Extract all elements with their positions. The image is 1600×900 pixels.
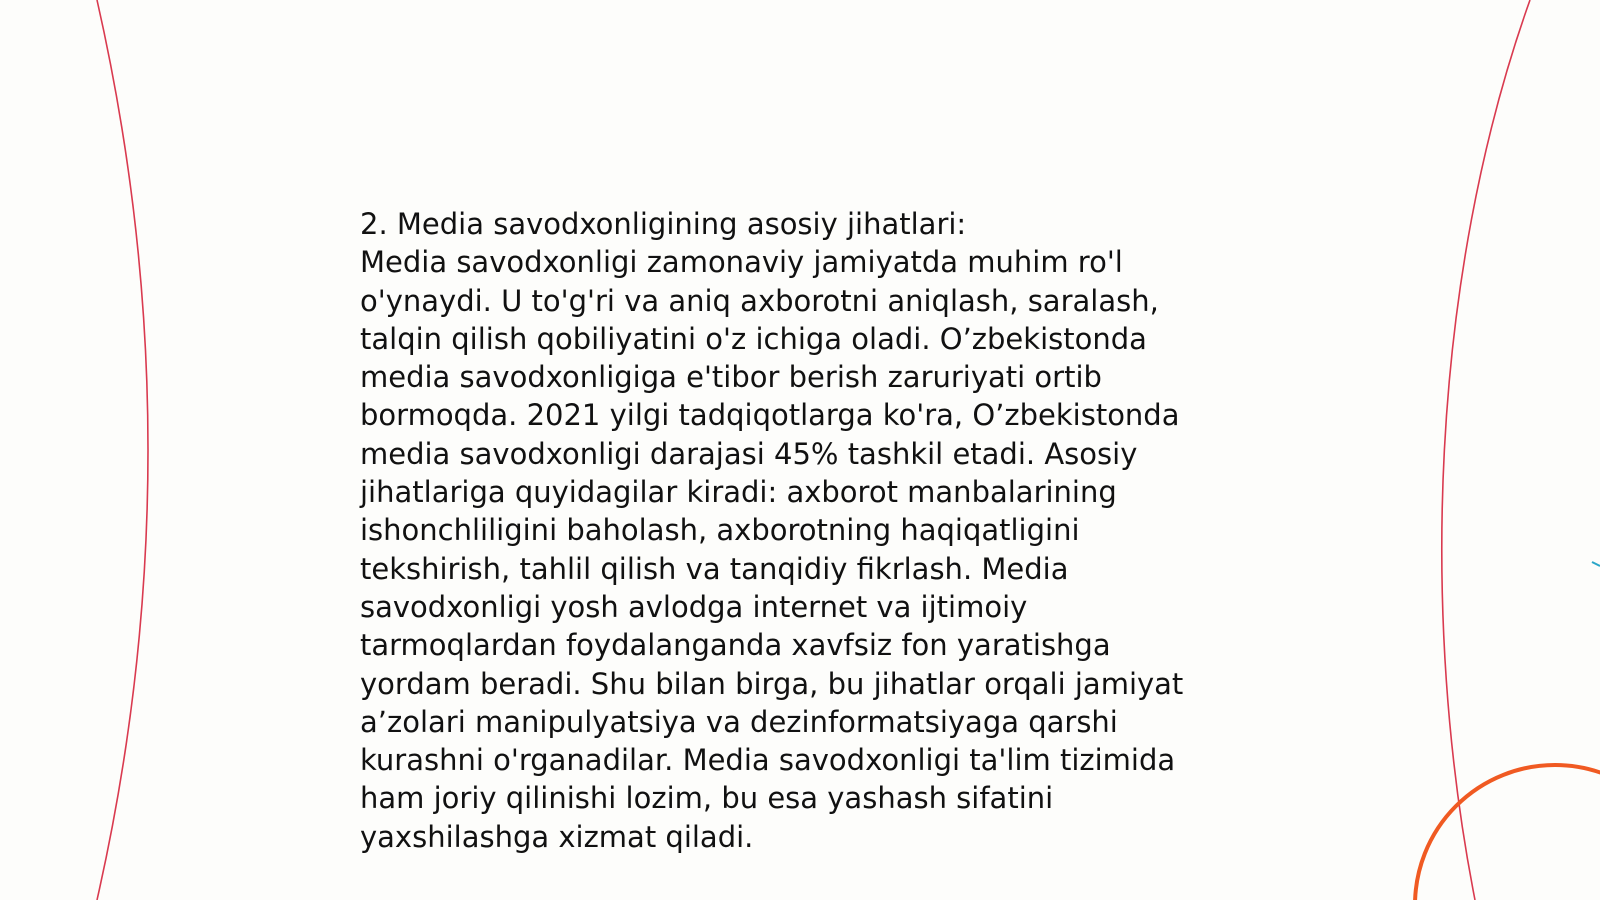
- text-line: media savodxonligiga e'tibor berish zaruriyati ortib: [360, 360, 1102, 395]
- text-line: 2. Media savodxonligining asosiy jihatlari:: [360, 207, 967, 241]
- text-line: o'ynaydi. U to'g'ri va aniq axborotni aniqlash, saralash,: [360, 283, 1159, 318]
- text-line: tekshirish, tahlil qilish va tanqidiy fikrlash. Media: [360, 551, 1069, 586]
- text-line: savodxonligi yosh avlodga internet va ijtimoiy: [360, 589, 1028, 624]
- left-curve-line: [97, 0, 148, 900]
- text-line: yordam beradi. Shu bilan birga, bu jihatlar orqali jamiyat: [360, 666, 1184, 701]
- text-line: yaxshilashga xizmat qiladi.: [360, 819, 754, 854]
- text-line: ham joriy qilinishi lozim, bu esa yashash sifatini: [360, 781, 1054, 816]
- text-line: ishonchliligini baholash, axborotning haqiqatligini: [360, 513, 1080, 548]
- orange-circle-arc: [1415, 765, 1600, 900]
- text-line: Media savodxonligi zamonaviy jamiyatda muhim ro'l: [360, 245, 1123, 280]
- text-line: a’zolari manipulyatsiya va dezinformatsiyaga qarshi: [360, 704, 1118, 739]
- text-line: talqin qilish qobiliyatini o'z ichiga oladi. O’zbekistonda: [360, 321, 1147, 356]
- text-line: jihatlariga quyidagilar kiradi: axborot manbalarining: [360, 475, 1117, 510]
- text-line: kurashni o'rganadilar. Media savodxonligi ta'lim tizimida: [360, 743, 1176, 778]
- text-line: media savodxonligi darajasi 45% tashkil etadi. Asosiy: [360, 436, 1138, 471]
- teal-tick-mark: [1592, 562, 1600, 566]
- text-line: bormoqda. 2021 yilgi tadqiqotlarga ko'ra, O’zbekistonda: [360, 398, 1180, 433]
- right-curve-line: [1442, 0, 1530, 900]
- body-text: [360, 205, 1220, 856]
- text-line: tarmoqlardan foydalanganda xavfsiz fon yaratishga: [360, 628, 1111, 663]
